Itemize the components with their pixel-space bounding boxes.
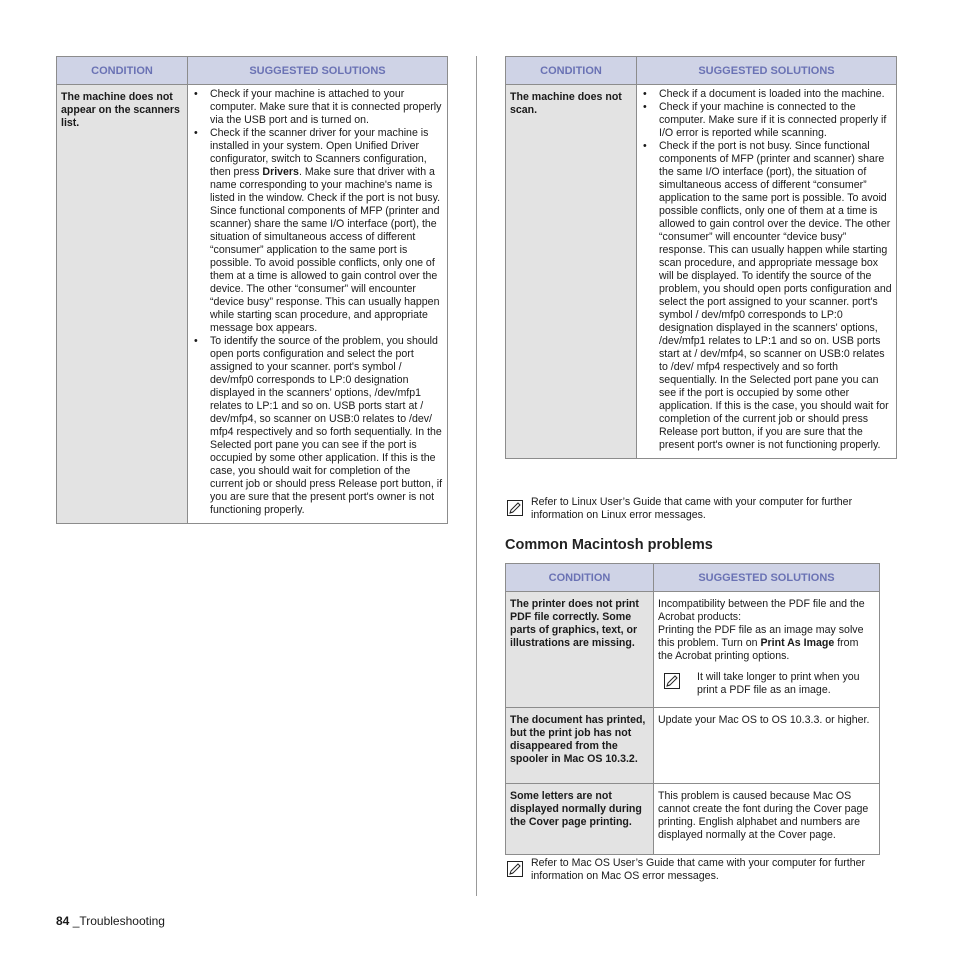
column-divider bbox=[476, 56, 477, 896]
solution-text: Check if the scanner driver for your machine is installed in your system. Open Unified Driver configurator, switch to Scanners configuration, then press bbox=[210, 127, 429, 178]
inline-note bbox=[658, 671, 875, 701]
solution-text bbox=[658, 624, 875, 663]
mac-note bbox=[505, 857, 896, 887]
table-header-row bbox=[57, 57, 448, 85]
solution-text-pre: Printing the PDF file as an image may solve this problem. Turn on bbox=[658, 624, 864, 649]
header-suggested-solutions: SUGGESTED SOLUTIONS bbox=[654, 564, 880, 592]
solution-item: • To identify the source of the problem, you should open ports configuration and select the port assigned to your scanner. port's symbol / dev/mfp0 corresponds to LP:0 designation displayed in the scanners’ options, /dev/mfp1 relates to LP:1 and so on. USB ports start at / dev/mfp4, so scanner on USB:0 relates to /dev/ mfp4 respectively and so forth sequentially. In the Selected port pane you can see if the port is occupied by some other application. If this is the case, you should wait for completion of the current job or should press Release port button, if you are sure that the present port's owner is not functioning properly. bbox=[192, 335, 443, 517]
scanner-list-table bbox=[56, 56, 448, 524]
linux-note bbox=[505, 496, 896, 526]
drivers-emphasis: Drivers bbox=[262, 166, 299, 178]
header-suggested-solutions: SUGGESTED SOLUTIONS bbox=[188, 57, 448, 85]
condition-cell: The machine does not scan. bbox=[506, 85, 637, 459]
solutions-cell: This problem is caused because Mac OS cannot create the font during the Cover page printing. English alphabet and numbers are displayed normally at the Cover page. bbox=[654, 784, 880, 855]
header-condition: CONDITION bbox=[57, 57, 188, 85]
solutions-list bbox=[641, 88, 892, 452]
solution-item: • Check if a document is loaded into the machine. bbox=[641, 88, 892, 101]
note-text: Refer to Linux User’s Guide that came with your computer for further information on Linux error messages. bbox=[531, 496, 853, 521]
table-header-row bbox=[506, 57, 897, 85]
solution-item: • Check if your machine is connected to the computer. Make sure if it is connected properly if I/O error is reported while scanning. bbox=[641, 101, 892, 140]
note-pencil-icon bbox=[664, 673, 680, 689]
table-row bbox=[506, 708, 880, 784]
table-row bbox=[506, 85, 897, 459]
page-footer bbox=[56, 914, 165, 928]
print-as-image-emphasis: Print As Image bbox=[760, 637, 835, 649]
header-condition: CONDITION bbox=[506, 57, 637, 85]
condition-cell: The document has printed, but the print job has not disappeared from the spooler in Mac OS 10.3.2. bbox=[506, 708, 654, 784]
condition-cell: The printer does not print PDF file correctly. Some parts of graphics, text, or illustrations are missing. bbox=[506, 592, 654, 708]
note-text: Refer to Mac OS User’s Guide that came with your computer for further information on Mac OS error messages. bbox=[531, 857, 866, 882]
solutions-cell bbox=[637, 85, 897, 459]
header-condition: CONDITION bbox=[506, 564, 654, 592]
solution-text-post: from the Acrobat printing options. bbox=[658, 637, 859, 662]
table-row bbox=[506, 784, 880, 855]
header-suggested-solutions: SUGGESTED SOLUTIONS bbox=[637, 57, 897, 85]
solutions-cell bbox=[654, 592, 880, 708]
solution-text: Incompatibility between the PDF file and the Acrobat products: bbox=[658, 598, 865, 623]
solution-item: • Check if your machine is attached to your computer. Make sure that it is connected properly via the USB port and is turned on. bbox=[192, 88, 443, 127]
solutions-cell: Update your Mac OS to OS 10.3.3. or higher. bbox=[654, 708, 880, 784]
table-row bbox=[57, 85, 448, 524]
scan-failure-table bbox=[505, 56, 897, 459]
note-pencil-icon bbox=[507, 500, 523, 516]
solution-text: . Make sure that driver with a name corresponding to your machine's name is listed in the window. Check if the port is not busy. Since functional components of MFP (printer and scanner) share the same I/O interface (port), the situation of simultaneous access of different “consumer” application to the same port is possible. To avoid possible conflicts, only one of them at a time is allowed to gain control over the device. The other “consumer” will encounter “device busy” response. This can usually happen while starting scan procedure, and appropriate message box appears. bbox=[210, 166, 441, 334]
solutions-cell bbox=[188, 85, 448, 524]
note-text: It will take longer to print when you print a PDF file as an image. bbox=[697, 671, 860, 696]
table-header-row bbox=[506, 564, 880, 592]
footer-section: _Troubleshooting bbox=[69, 914, 165, 928]
solutions-list bbox=[192, 88, 443, 517]
solution-item bbox=[192, 127, 443, 335]
page-number: 84 bbox=[56, 914, 70, 928]
section-title: Common Macintosh problems bbox=[505, 537, 713, 553]
solution-item: • Check if the port is not busy. Since functional components of MFP (printer and scanner) share the same I/O interface (port), the situation of simultaneous access of different “consumer” application to the same port is possible. To avoid possible conflicts, only one of them at a time is allowed to gain control over the device. The other “consumer” will encounter “device busy” response. This can usually happen while starting scan procedure, and appropriate message box will be displayed. To identify the source of the problem, you should open ports configuration and select the port assigned to your scanner. port's symbol / dev/mfp0 corresponds to LP:0 designation displayed in the scanners' options, /dev/mfp1 relates to LP:1 and so on. USB ports start at / dev/mfp4, so scanner on USB:0 relates to /dev/ mfp4 respectively and so forth sequentially. In the Selected port pane you can see if the port is occupied by some other application. If this is the case, you should wait for completion of the current job or should press Release port button, if you are sure that the present port's owner is not functioning properly. bbox=[641, 140, 892, 452]
table-row bbox=[506, 592, 880, 708]
condition-cell: Some letters are not displayed normally during the Cover page printing. bbox=[506, 784, 654, 855]
macintosh-problems-table bbox=[505, 563, 880, 855]
condition-cell: The machine does not appear on the scanners list. bbox=[57, 85, 188, 524]
note-pencil-icon bbox=[507, 861, 523, 877]
